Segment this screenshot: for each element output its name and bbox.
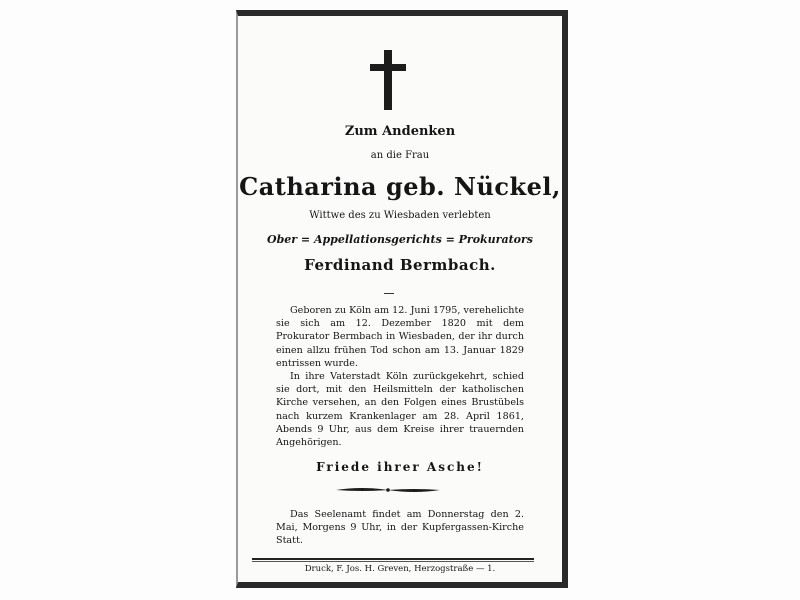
footer-rule [252,558,534,560]
printer-imprint: Druck, F. Jos. H. Greven, Herzogstraße — 1. [304,564,496,574]
deceased-name: Catharina geb. Nückel, [239,172,561,201]
husband-title: Ober = Appellationsgerichts = Prokurators [267,233,533,246]
card-heading: Zum Andenken [344,124,456,139]
motto: Friede ihrer Asche! [316,460,484,474]
separator-dash [384,293,394,294]
biography-text [276,304,524,449]
service-announcement [276,508,524,548]
husband-name: Ferdinand Bermbach. [304,256,496,274]
latin-cross-icon [370,50,406,110]
widow-line: Wittwe des zu Wiesbaden verlebten [309,210,491,221]
service-paragraph: Das Seelenamt findet am Donnerstag den 2. Mai, Morgens 9 Uhr, in der Kupfergassen-Kirche Statt. [276,509,524,547]
memorial-card [236,10,568,588]
ornament-divider-icon [336,486,440,494]
biography-paragraph-1: Geboren zu Köln am 12. Juni 1795, verehelichte sie sich am 12. Dezember 1820 mit dem Prokurator Bermbach in Wiesbaden, der ihr durch einen allzu frühen Tod schon am 13. Januar 1829 entrissen wurde. [276,305,524,369]
footer-rule-thin [252,561,534,562]
dedication-line: an die Frau [370,150,430,161]
biography-paragraph-2: In ihre Vaterstadt Köln zurückgekehrt, schied sie dort, mit den Heilsmitteln der katholischen Kirche versehen, an den Folgen eines Brustübels nach kurzem Krankenlager am 28. April 1861, Abends 9 Uhr, aus dem Kreise ihrer trauernden Angehörigen. [276,371,524,449]
